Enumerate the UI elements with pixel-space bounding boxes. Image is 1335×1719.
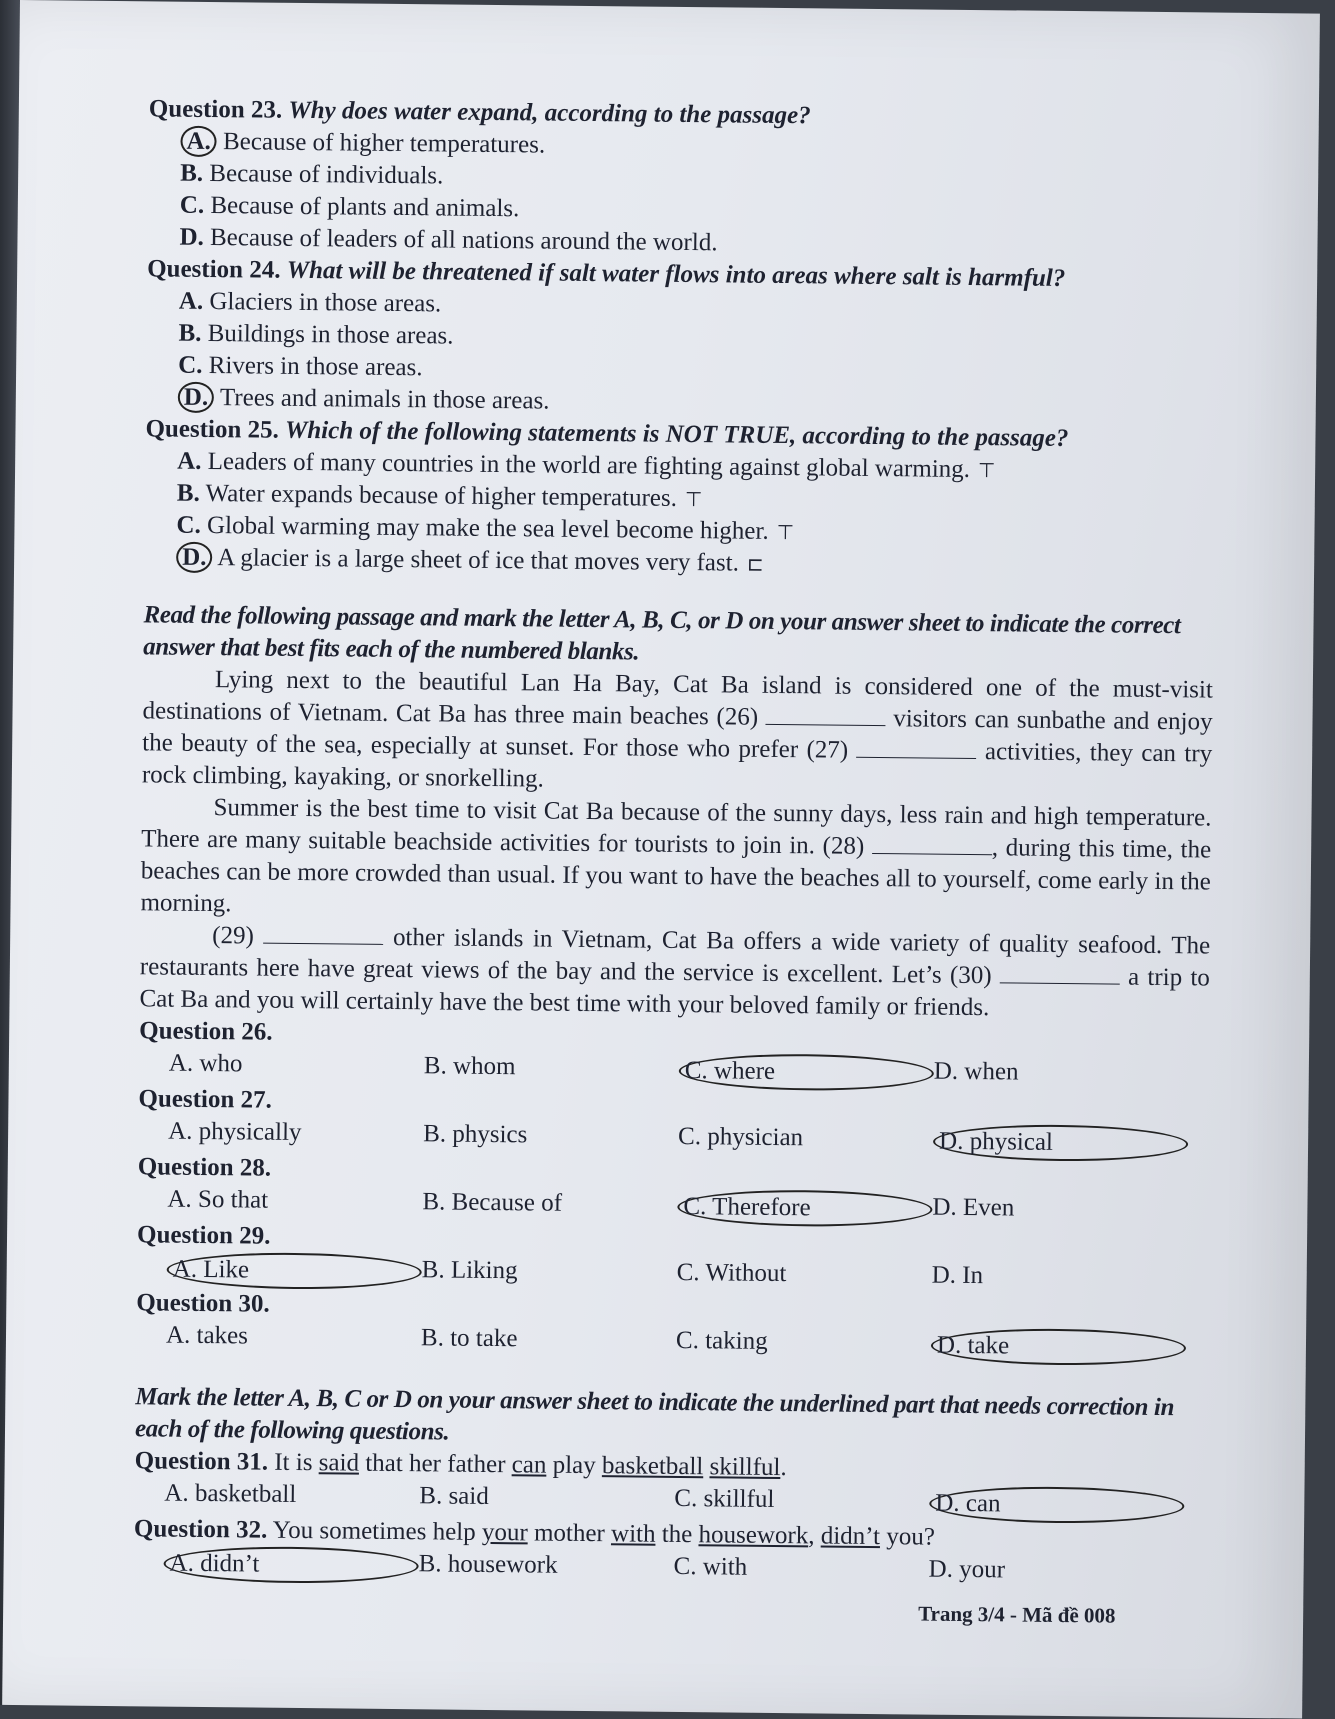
option-b: B. Liking [421,1256,518,1285]
question-stem: What will be threatened if salt water flows into areas where salt is harmful? [286,256,1066,292]
question-24 [146,253,1218,424]
question-label: Question 26. [139,1017,273,1046]
option-c: C. Therefore [677,1189,932,1228]
option-c: C. taking [675,1326,768,1355]
option-b: B. whom [423,1052,516,1081]
passage-paragraph-3: (29) other islands in Vietnam, Cat Ba offers a wide variety of quality seafood. The restaurants here have great views of the bay and the service is excellent. Let’s (30) a trip to Cat Ba and you will certainly have the best time with your beloved family or friends. [139,922,1211,1022]
question-label: Question 28. [137,1153,272,1182]
option-d: D. Because of leaders of all nations around the world. [179,223,718,257]
question-label: Question 29. [136,1221,271,1250]
option-d: D. Trees and animals in those areas. [178,382,1216,425]
question-label: Question 23. [148,95,283,124]
blank-28 [872,833,992,855]
option-a: A. didn’t [163,1546,418,1585]
option-d: D. your [928,1555,1006,1584]
option-a: A. takes [165,1321,249,1350]
true-mark-icon: ⊤ [776,519,795,545]
option-c: C. Global warming may make the sea level become higher. ⊤ [176,511,795,545]
option-a: A. Because of higher temperatures. [180,126,1218,169]
option-c: C. with [673,1552,748,1581]
blank-26 [766,704,886,726]
option-c: C. skillful [674,1484,775,1513]
true-mark-icon: ⊤ [684,486,703,512]
exam-page [2,0,1320,1719]
question-stem: Why does water expand, according to the passage? [288,96,811,130]
option-a: A. Glaciers in those areas. [178,287,442,318]
question-28 [137,1151,1208,1230]
option-c: C. Without [676,1258,787,1288]
option-d: D. can [929,1486,1184,1525]
passage-paragraph-1: Lying next to the beautiful Lan Ha Bay, Cat Ba island is considered one of the must-visit destinations of Vietnam. Cat Ba has three main beaches (26) visitors can sunbathe and enjoy the beauty of the sea, especially at sunset. For those who prefer (27) activities, they can try rock climbing, kayaking, or snorkelling. [141,666,1213,793]
option-b: B. Buildings in those areas. [178,319,454,350]
question-label: Question 24. [147,255,281,284]
option-a: A. physically [168,1117,302,1147]
option-a: A. basketball [164,1479,297,1508]
page-footer: Trang 3/4 - Mã đề 008 [918,1601,1116,1628]
option-c: C. Because of plants and animals. [179,191,520,223]
question-29 [137,1219,1208,1298]
false-mark-icon: ⊏ [746,551,764,576]
option-d: D. when [933,1057,1019,1086]
option-b: B. housework [418,1550,558,1579]
blank-29 [263,923,383,945]
option-c: C. where [679,1053,934,1092]
blank-30 [1000,962,1120,984]
question-31: Question 31. It is said that her father can play basketball skillful. A. basketball B. said C. skillful D. can [134,1445,1205,1524]
question-stem: Which of the following statements is NOT TRUE, according to the passage? [284,416,1069,453]
option-b: B. Water expands because of higher temperatures. ⊤ [176,479,703,512]
option-b: B. Because of individuals. [180,159,444,190]
option-d: D. A glacier is a large sheet of ice that moves very fast. ⊏ [176,542,1214,585]
question-label: Question 25. [145,415,280,444]
option-a: A. So that [167,1185,269,1214]
question-30 [136,1287,1207,1366]
question-label: Question 31. [134,1447,269,1476]
question-label: Question 27. [138,1085,272,1114]
blank-27 [857,737,977,759]
passage-paragraph-2: Summer is the best time to visit Cat Ba because of the sunny days, less rain and high temperature. There are many suitable beachside activities for tourists to join in. (28) , during this time, the beaches can be more crowded than usual. If you want to have the beaches all to yourself, come early in the morning. [140,794,1212,918]
question-label: Question 30. [136,1289,270,1318]
question-label: Question 32. [133,1515,268,1544]
question-25 [144,413,1216,584]
section-instruction: Read the following passage and mark the letter A, B, C, or D on your answer sheet to indicate the correct answer that best fits each of the numbered blanks. [143,601,1181,666]
option-b: B. to take [420,1324,518,1353]
option-d: D. take [931,1328,1186,1367]
true-mark-icon: ⊤ [977,458,996,483]
question-23 [147,93,1219,264]
option-a: A. Leaders of many countries in the world are fighting against global warming. ⊤ [177,447,996,483]
question-26 [139,1015,1210,1094]
option-d: D. Even [932,1193,1015,1222]
section-instruction: Mark the letter A, B, C or D on your answer sheet to indicate the underlined part that needs correction in each of the following questions. [134,1383,1175,1446]
option-a: A. who [168,1049,243,1078]
option-d: D. In [931,1261,984,1290]
option-b: B. Because of [422,1188,563,1217]
page-content [133,93,1219,1592]
option-b: B. physics [423,1120,528,1149]
option-a: A. Like [167,1252,422,1291]
question-27 [138,1083,1209,1162]
question-32: Question 32. You sometimes help your mother with the housework, didn’t you? A. didn’t B. housework C. with D. your [133,1513,1204,1592]
option-d: D. physical [933,1124,1188,1163]
option-c: C. Rivers in those areas. [178,351,423,382]
option-c: C. physician [677,1122,804,1152]
option-b: B. said [419,1482,489,1510]
